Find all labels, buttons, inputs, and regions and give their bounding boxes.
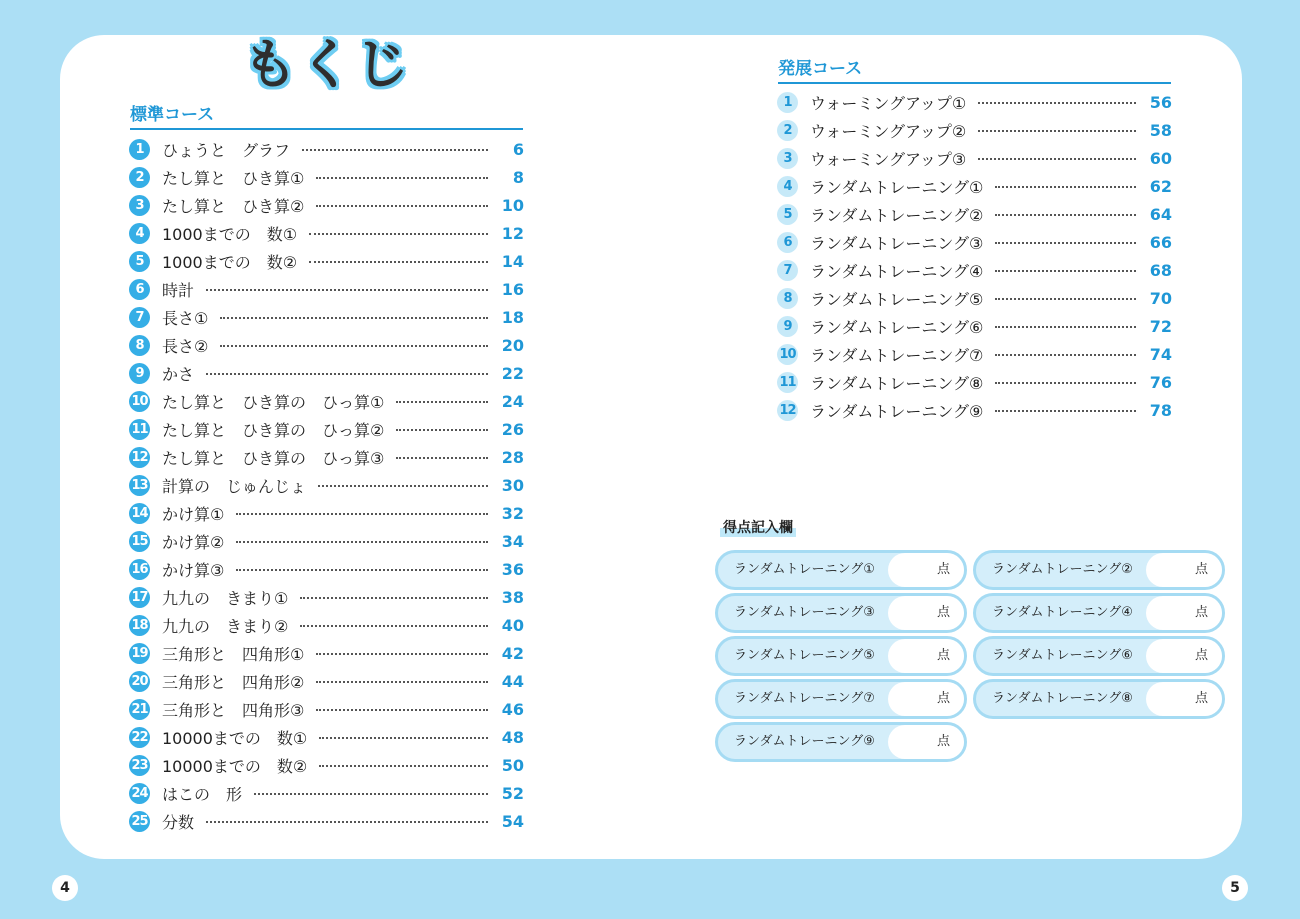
toc-entry [129, 163, 524, 191]
score-unit: 点 [936, 605, 950, 620]
toc-entry [129, 611, 524, 639]
toc-entry [777, 228, 1172, 256]
leader-dots [995, 410, 1136, 412]
entry-page-number: 40 [501, 615, 524, 635]
advanced-course-heading: 発展コース [778, 58, 1171, 84]
entry-number-badge: 1 [777, 92, 798, 113]
score-entry-box[interactable] [973, 550, 1225, 590]
toc-entry [129, 499, 524, 527]
entry-page-number: 38 [501, 587, 524, 607]
toc-entry [129, 275, 524, 303]
entry-title: ウォーミングアップ③ [810, 149, 967, 169]
entry-page-number: 72 [1149, 316, 1172, 336]
toc-entry [129, 135, 524, 163]
entry-number-badge: 4 [777, 176, 798, 197]
score-label: ランダムトレーニング⑦ [734, 691, 875, 706]
entry-number-badge: 23 [129, 755, 150, 776]
toc-entry [777, 284, 1172, 312]
entry-page-number: 34 [501, 531, 524, 551]
toc-entry [129, 527, 524, 555]
score-label: ランダムトレーニング① [734, 562, 875, 577]
entry-page-number: 58 [1149, 120, 1172, 140]
entry-number-badge: 4 [129, 223, 150, 244]
entry-page-number: 32 [501, 503, 524, 523]
entry-number-badge: 12 [777, 400, 798, 421]
leader-dots [236, 513, 488, 515]
entry-title: たし算と ひき算の ひっ算① [162, 392, 385, 412]
entry-page-number: 66 [1149, 232, 1172, 252]
entry-number-badge: 20 [129, 671, 150, 692]
entry-number-badge: 1 [129, 139, 150, 160]
score-entry-box[interactable] [715, 593, 967, 633]
entry-number-badge: 13 [129, 475, 150, 496]
entry-number-badge: 5 [777, 204, 798, 225]
leader-dots [396, 457, 488, 459]
entry-number-badge: 8 [129, 335, 150, 356]
entry-page-number: 46 [501, 699, 524, 719]
entry-title: 九九の きまり① [162, 588, 289, 608]
entry-title: ウォーミングアップ① [810, 93, 967, 113]
entry-number-badge: 14 [129, 503, 150, 524]
entry-page-number: 50 [501, 755, 524, 775]
score-label: ランダムトレーニング⑤ [734, 648, 875, 663]
entry-title: ひょうと グラフ [162, 140, 291, 160]
toc-entry [129, 695, 524, 723]
leader-dots [316, 709, 488, 711]
entry-title: たし算と ひき算の ひっ算③ [162, 448, 385, 468]
leader-dots [316, 205, 488, 207]
leader-dots [309, 233, 488, 235]
score-entry-box[interactable] [973, 593, 1225, 633]
leader-dots [206, 289, 488, 291]
entry-number-badge: 19 [129, 643, 150, 664]
toc-entry [777, 396, 1172, 424]
toc-entry [129, 219, 524, 247]
entry-number-badge: 3 [777, 148, 798, 169]
score-blank[interactable] [1146, 639, 1222, 673]
toc-entry [129, 751, 524, 779]
score-unit: 点 [936, 648, 950, 663]
entry-page-number: 14 [501, 251, 524, 271]
toc-entry [129, 387, 524, 415]
entry-number-badge: 6 [777, 232, 798, 253]
entry-page-number: 28 [501, 447, 524, 467]
score-blank[interactable] [888, 725, 964, 759]
leader-dots [220, 317, 488, 319]
leader-dots [302, 149, 488, 151]
leader-dots [316, 653, 488, 655]
leader-dots [995, 186, 1136, 188]
entry-title: 三角形と 四角形③ [162, 700, 305, 720]
leader-dots [319, 737, 488, 739]
score-unit: 点 [936, 691, 950, 706]
toc-entry [777, 312, 1172, 340]
entry-number-badge: 21 [129, 699, 150, 720]
entry-title: 計算の じゅんじょ [162, 476, 307, 496]
entry-page-number: 62 [1149, 176, 1172, 196]
score-label: ランダムトレーニング⑨ [734, 734, 875, 749]
score-label: ランダムトレーニング⑥ [992, 648, 1133, 663]
entry-number-badge: 15 [129, 531, 150, 552]
score-blank[interactable] [1146, 596, 1222, 630]
leader-dots [300, 597, 488, 599]
leader-dots [396, 429, 488, 431]
toc-entry [129, 723, 524, 751]
score-unit: 点 [1194, 605, 1208, 620]
entry-title: 長さ② [162, 336, 209, 356]
entry-number-badge: 9 [129, 363, 150, 384]
toc-entry [777, 172, 1172, 200]
toc-entry [777, 256, 1172, 284]
entry-page-number: 78 [1149, 400, 1172, 420]
entry-title: 長さ① [162, 308, 209, 328]
entry-page-number: 30 [501, 475, 524, 495]
entry-number-badge: 7 [777, 260, 798, 281]
entry-title: かさ [162, 364, 195, 384]
toc-entry [777, 340, 1172, 368]
entry-number-badge: 6 [129, 279, 150, 300]
entry-number-badge: 12 [129, 447, 150, 468]
leader-dots [995, 354, 1136, 356]
toc-entry [129, 583, 524, 611]
entry-number-badge: 9 [777, 316, 798, 337]
entry-page-number: 44 [501, 671, 524, 691]
toc-entry [129, 191, 524, 219]
score-entry-box[interactable] [715, 679, 967, 719]
entry-number-badge: 10 [777, 344, 798, 365]
toc-entry [777, 116, 1172, 144]
entry-page-number: 18 [501, 307, 524, 327]
entry-title: ランダムトレーニング② [810, 205, 984, 225]
entry-number-badge: 2 [129, 167, 150, 188]
entry-number-badge: 3 [129, 195, 150, 216]
entry-title: 分数 [162, 812, 195, 832]
toc-entry [129, 359, 524, 387]
leader-dots [206, 373, 488, 375]
score-entry-box[interactable] [973, 636, 1225, 676]
toc-entry [129, 779, 524, 807]
entry-title: ランダムトレーニング⑦ [810, 345, 984, 365]
entry-title: ランダムトレーニング① [810, 177, 984, 197]
entry-title: かけ算① [162, 504, 225, 524]
entry-title: たし算と ひき算の ひっ算② [162, 420, 385, 440]
score-label: ランダムトレーニング③ [734, 605, 875, 620]
score-blank[interactable] [888, 639, 964, 673]
leader-dots [300, 625, 488, 627]
entry-title: 時計 [162, 280, 195, 300]
leader-dots [309, 261, 488, 263]
entry-title: 三角形と 四角形① [162, 644, 305, 664]
entry-page-number: 48 [501, 727, 524, 747]
entry-title: ウォーミングアップ② [810, 121, 967, 141]
score-blank[interactable] [1146, 553, 1222, 587]
toc-entry [777, 144, 1172, 172]
entry-page-number: 10 [501, 195, 524, 215]
toc-entry [129, 331, 524, 359]
entry-number-badge: 22 [129, 727, 150, 748]
entry-page-number: 20 [501, 335, 524, 355]
leader-dots [978, 130, 1136, 132]
score-label: ランダムトレーニング⑧ [992, 691, 1133, 706]
entry-title: 1000までの 数② [162, 252, 298, 272]
score-entry-box[interactable] [715, 636, 967, 676]
entry-title: 1000までの 数① [162, 224, 298, 244]
entry-number-badge: 8 [777, 288, 798, 309]
toc-entry [129, 303, 524, 331]
page-title: もくじ [243, 33, 411, 96]
entry-number-badge: 10 [129, 391, 150, 412]
leader-dots [236, 541, 488, 543]
entry-title: はこの 形 [162, 784, 243, 804]
score-unit: 点 [1194, 691, 1208, 706]
entry-page-number: 36 [501, 559, 524, 579]
advanced-course-list [777, 88, 1172, 424]
leader-dots [995, 242, 1136, 244]
entry-number-badge: 17 [129, 587, 150, 608]
entry-page-number: 42 [501, 643, 524, 663]
entry-number-badge: 5 [129, 251, 150, 272]
entry-page-number: 56 [1149, 92, 1172, 112]
leader-dots [316, 177, 488, 179]
entry-page-number: 22 [501, 363, 524, 383]
score-unit: 点 [1194, 648, 1208, 663]
toc-entry [777, 200, 1172, 228]
score-unit: 点 [936, 562, 950, 577]
entry-number-badge: 16 [129, 559, 150, 580]
leader-dots [220, 345, 488, 347]
entry-title: 10000までの 数② [162, 756, 308, 776]
score-blank[interactable] [888, 596, 964, 630]
entry-title: かけ算② [162, 532, 225, 552]
leader-dots [978, 158, 1136, 160]
leader-dots [396, 401, 488, 403]
leader-dots [206, 821, 488, 823]
entry-page-number: 6 [512, 139, 524, 159]
score-label: ランダムトレーニング② [992, 562, 1133, 577]
entry-number-badge: 11 [777, 372, 798, 393]
entry-title: かけ算③ [162, 560, 225, 580]
entry-title: ランダムトレーニング⑧ [810, 373, 984, 393]
leader-dots [236, 569, 488, 571]
page-number-left: 4 [52, 875, 78, 901]
entry-title: 10000までの 数① [162, 728, 308, 748]
entry-number-badge: 11 [129, 419, 150, 440]
entry-page-number: 54 [501, 811, 524, 831]
entry-page-number: 70 [1149, 288, 1172, 308]
leader-dots [316, 681, 488, 683]
toc-entry [129, 247, 524, 275]
leader-dots [995, 326, 1136, 328]
score-blank[interactable] [888, 553, 964, 587]
toc-entry [777, 368, 1172, 396]
entry-title: たし算と ひき算① [162, 168, 305, 188]
entry-page-number: 64 [1149, 204, 1172, 224]
entry-page-number: 76 [1149, 372, 1172, 392]
entry-title: ランダムトレーニング③ [810, 233, 984, 253]
entry-number-badge: 18 [129, 615, 150, 636]
entry-page-number: 68 [1149, 260, 1172, 280]
entry-title: たし算と ひき算② [162, 196, 305, 216]
score-entry-box[interactable] [715, 722, 967, 762]
entry-number-badge: 2 [777, 120, 798, 141]
entry-page-number: 8 [512, 167, 524, 187]
toc-entry [129, 555, 524, 583]
toc-entry [129, 471, 524, 499]
score-unit: 点 [1194, 562, 1208, 577]
entry-title: ランダムトレーニング⑨ [810, 401, 984, 421]
leader-dots [995, 382, 1136, 384]
entry-page-number: 74 [1149, 344, 1172, 364]
score-entry-box[interactable] [715, 550, 967, 590]
standard-course-list [129, 135, 524, 835]
score-blank[interactable] [1146, 682, 1222, 716]
leader-dots [995, 214, 1136, 216]
toc-entry [129, 415, 524, 443]
toc-entry [129, 667, 524, 695]
entry-title: 九九の きまり② [162, 616, 289, 636]
toc-entry [777, 88, 1172, 116]
entry-title: ランダムトレーニング⑤ [810, 289, 984, 309]
leader-dots [995, 270, 1136, 272]
entry-title: ランダムトレーニング④ [810, 261, 984, 281]
entry-title: 三角形と 四角形② [162, 672, 305, 692]
score-blank[interactable] [888, 682, 964, 716]
page-number-right: 5 [1222, 875, 1248, 901]
entry-page-number: 24 [501, 391, 524, 411]
toc-entry [129, 639, 524, 667]
leader-dots [319, 765, 488, 767]
entry-page-number: 52 [501, 783, 524, 803]
entry-number-badge: 25 [129, 811, 150, 832]
entry-number-badge: 7 [129, 307, 150, 328]
score-section-heading: 得点記入欄 [720, 517, 796, 537]
leader-dots [978, 102, 1136, 104]
score-label: ランダムトレーニング④ [992, 605, 1133, 620]
entry-page-number: 26 [501, 419, 524, 439]
entry-page-number: 60 [1149, 148, 1172, 168]
score-unit: 点 [936, 734, 950, 749]
entry-number-badge: 24 [129, 783, 150, 804]
toc-entry [129, 443, 524, 471]
entry-title: ランダムトレーニング⑥ [810, 317, 984, 337]
leader-dots [254, 793, 488, 795]
score-entry-box[interactable] [973, 679, 1225, 719]
entry-page-number: 16 [501, 279, 524, 299]
entry-page-number: 12 [501, 223, 524, 243]
standard-course-heading: 標準コース [130, 104, 523, 130]
leader-dots [995, 298, 1136, 300]
leader-dots [318, 485, 488, 487]
toc-entry [129, 807, 524, 835]
